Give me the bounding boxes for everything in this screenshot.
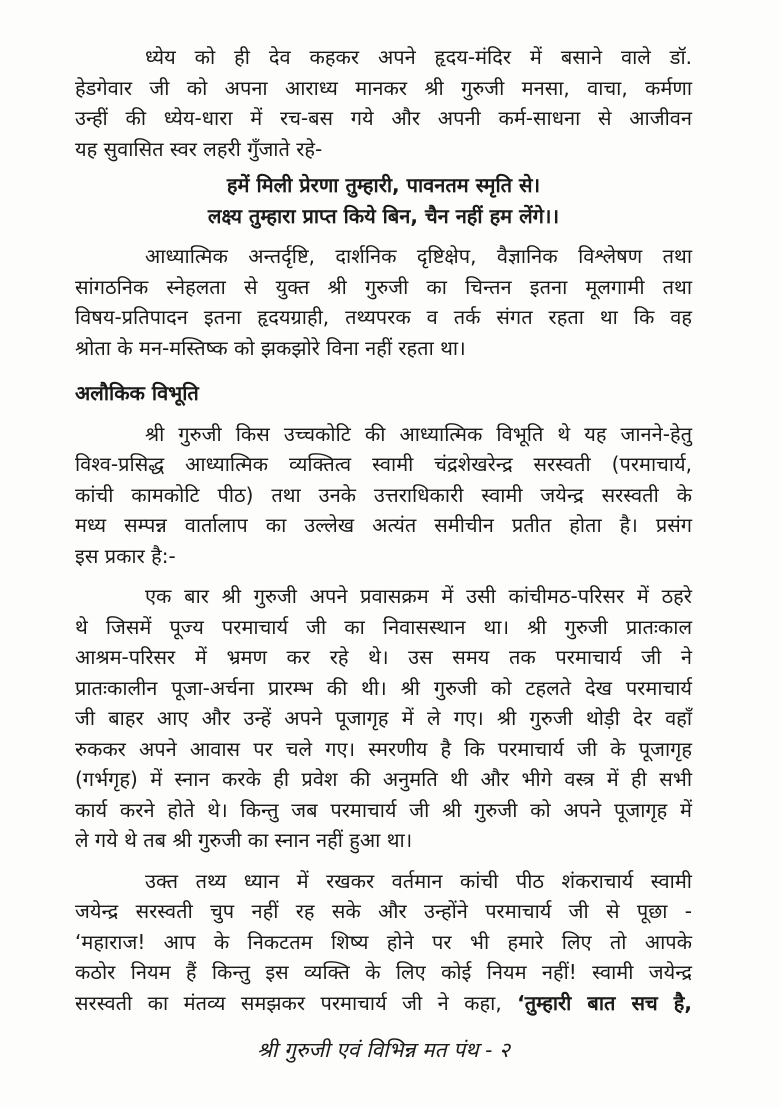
- paragraph: [75, 241, 692, 363]
- text-line: इस प्रकार है:-: [75, 543, 176, 568]
- text-line: विषय-प्रतिपादन इतना हृदयग्राही, तथ्यपरक व तर्क संगत रहता था कि वह: [75, 305, 692, 329]
- text-line: श्रोता के मन-मस्तिष्क को झकझोरे विना नहीं रहता था।: [75, 335, 466, 360]
- text-line: यह सुवासित स्वर लहरी गुँजाते रहे-: [75, 136, 323, 161]
- paragraph: [75, 419, 692, 572]
- text-line: रुककर अपने आवास पर चले गए। स्मरणीय है कि परमाचार्य जी के पूजागृह: [75, 736, 692, 761]
- text-line: हमें मिली प्रेरणा तुम्हारी, पावनतम स्मृति से।: [226, 173, 541, 197]
- emphasized-quote: ‘तुम्हारी बात सच है,: [517, 990, 692, 1015]
- page-body: [75, 42, 692, 1065]
- text-line: जयेन्द्र सरस्वती चुप नहीं रह सके और उन्होंने परमाचार्य जी से पूछा -: [75, 899, 692, 923]
- text-line: मध्य सम्पन्न वार्तालाप का उल्लेख अत्यंत समीचीन प्रतीत होता है। प्रसंग: [75, 513, 692, 537]
- text-line: कांची कामकोटि पीठ) तथा उनके उत्तराधिकारी स्वामी जयेन्द्र सरस्वती के: [75, 482, 692, 507]
- paragraph: [75, 866, 692, 1019]
- text-line: ‘महाराज! आप के निकटतम शिष्य होने पर भी हमारे लिए तो आपके: [75, 929, 692, 954]
- text-line: श्री गुरुजी किस उच्चकोटि की आध्यात्मिक विभूति थे यह जानने-हेतु: [145, 421, 692, 446]
- text-line: प्रातःकालीन पूजा-अर्चना प्रारम्भ की थी। श्री गुरुजी को टहलते देख परमाचार्य: [75, 675, 692, 700]
- page-footer-title: श्री गुरुजी एवं विभिन्न मत पंथ - २: [257, 1038, 510, 1062]
- text-line: अलौकिक विभूति: [75, 381, 199, 405]
- paragraph: [75, 42, 692, 164]
- text-line: जी बाहर आए और उन्हें अपने पूजागृह में ले गए। श्री गुरुजी थोड़ी देर वहाँ: [75, 706, 692, 730]
- paragraph: [75, 581, 692, 856]
- text-line: ध्येय को ही देव कहकर अपने हृदय-मंदिर में बसाने वाले डॉ.: [145, 45, 692, 69]
- text-line: हेडगेवार जी को अपना आराध्य मानकर श्री गुरुजी मनसा, वाचा, कर्मणा: [75, 75, 692, 100]
- text-line: [75, 988, 692, 1019]
- text-line: आश्रम-परिसर में भ्रमण कर रहे थे। उस समय तक परमाचार्य जी ने: [75, 645, 692, 669]
- text-segment: सरस्वती का मंतव्य समझकर परमाचार्य जी ने कहा,: [75, 990, 518, 1015]
- text-line: एक बार श्री गुरुजी अपने प्रवासक्रम में उसी कांचीमठ-परिसर में ठहरे: [145, 584, 692, 608]
- text-line: सांगठनिक स्नेहलता से युक्त श्री गुरुजी का चिन्तन इतना मूलगामी तथा: [75, 274, 692, 299]
- text-line: (गर्भगृह) में स्नान करके ही प्रवेश की अनुमति थी और भीगे वस्त्र में ही सभी: [75, 767, 692, 791]
- text-line: उक्त तथ्य ध्यान में रखकर वर्तमान कांची पीठ शंकराचार्य स्वामी: [145, 868, 692, 893]
- text-line: विश्व-प्रसिद्ध आध्यात्मिक व्यक्तित्व स्वामी चंद्रशेखरेन्द्र सरस्वती (परमाचार्य,: [75, 452, 692, 476]
- text-line: उन्हीं की ध्येय-धारा में रच-बस गये और अपनी कर्म-साधना से आजीवन: [75, 106, 692, 130]
- text-line: कार्य करने होते थे। किन्तु जब परमाचार्य जी श्री गुरुजी को अपने पूजागृह में: [75, 797, 692, 822]
- text-line: ले गये थे तब श्री गुरुजी का स्नान नहीं हुआ था।: [75, 828, 413, 852]
- text-line: थे जिसमें पूज्य परमाचार्य जी का निवासस्थान था। श्री गुरुजी प्रातःकाल: [75, 614, 692, 639]
- verse-couplet: [75, 170, 692, 231]
- text-line: आध्यात्मिक अन्तर्दृष्टि, दार्शनिक दृष्टिक्षेप, वैज्ञानिक विश्लेषण तथा: [145, 244, 692, 268]
- text-line: कठोर नियम हैं किन्तु इस व्यक्ति के लिए कोई नियम नहीं! स्वामी जयेन्द्र: [75, 960, 692, 984]
- section-heading: [75, 378, 692, 409]
- text-line: लक्ष्य तुम्हारा प्राप्त किये बिन, चैन नहीं हम लेंगे।।: [207, 203, 560, 228]
